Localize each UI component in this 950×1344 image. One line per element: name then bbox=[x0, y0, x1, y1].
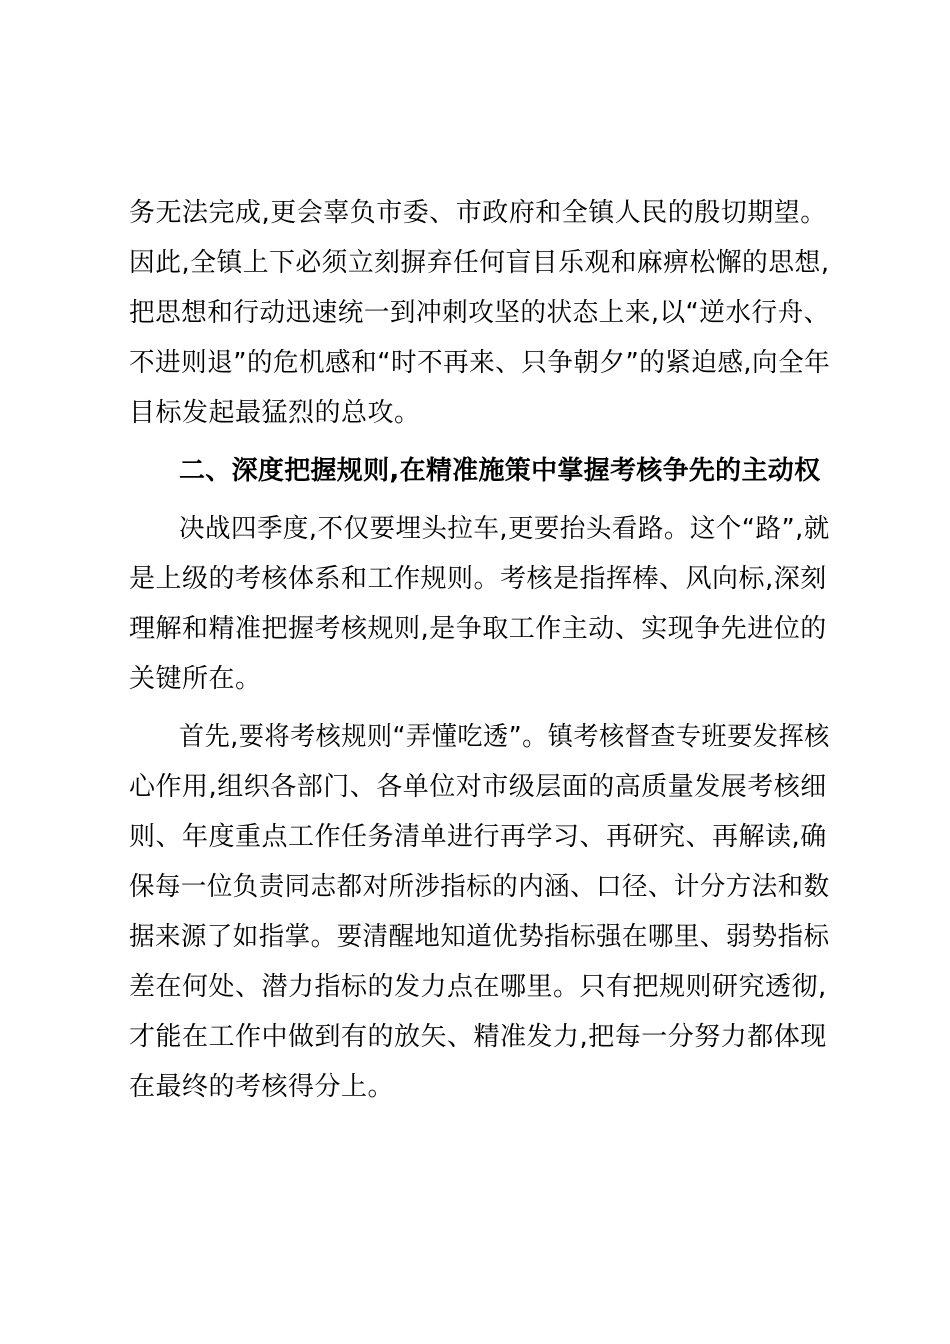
paragraph-2-line-4: 关键所在。 bbox=[129, 664, 262, 694]
paragraph-1-line-2: 因此,全镇上下必须立刻摒弃任何盲目乐观和麻痹松懈的思想, bbox=[129, 248, 830, 278]
paragraph-2-line-3: 理解和精准把握考核规则,是争取工作主动、实现争先进位的 bbox=[129, 614, 827, 644]
paragraph-3-line-2: 心作用,组织各部门、各单位对市级层面的高质量发展考核细 bbox=[129, 772, 827, 802]
paragraph-3-line-5: 据来源了如指掌。要清醒地知道优势指标强在哪里、弱势指标 bbox=[129, 922, 830, 952]
paragraph-1-line-4: 不进则退”的危机感和“时不再来、只争朝夕”的紧迫感,向全年 bbox=[129, 348, 831, 378]
paragraph-3-line-7: 才能在工作中做到有的放矢、精准发力,把每一分努力都体现 bbox=[129, 1022, 827, 1052]
paragraph-1-line-5: 目标发起最猛烈的总攻。 bbox=[129, 398, 421, 428]
paragraph-3-line-3: 则、年度重点工作任务清单进行再学习、再研究、再解读,确 bbox=[129, 822, 827, 852]
paragraph-2-line-2: 是上级的考核体系和工作规则。考核是指挥棒、风向标,深刻 bbox=[129, 564, 827, 594]
paragraph-3-line-8: 在最终的考核得分上。 bbox=[129, 1072, 395, 1102]
section-heading: 二、深度把握规则,在精准施策中掌握考核争先的主动权 bbox=[179, 456, 821, 486]
paragraph-3-line-4: 保每一位负责同志都对所涉指标的内涵、口径、计分方法和数 bbox=[129, 872, 830, 902]
paragraph-3-line-1: 首先,要将考核规则“弄懂吃透”。镇考核督查专班要发挥核 bbox=[179, 722, 830, 752]
paragraph-2-line-1: 决战四季度,不仅要埋头拉车,更要抬头看路。这个“路”,就 bbox=[179, 514, 830, 544]
paragraph-1-line-1: 务无法完成,更会辜负市委、市政府和全镇人民的殷切期望。 bbox=[129, 198, 827, 228]
paragraph-3-line-6: 差在何处、潜力指标的发力点在哪里。只有把规则研究透彻, bbox=[129, 972, 827, 1002]
paragraph-1-line-3: 把思想和行动迅速统一到冲刺攻坚的状态上来,以“逆水行舟、 bbox=[129, 298, 830, 328]
